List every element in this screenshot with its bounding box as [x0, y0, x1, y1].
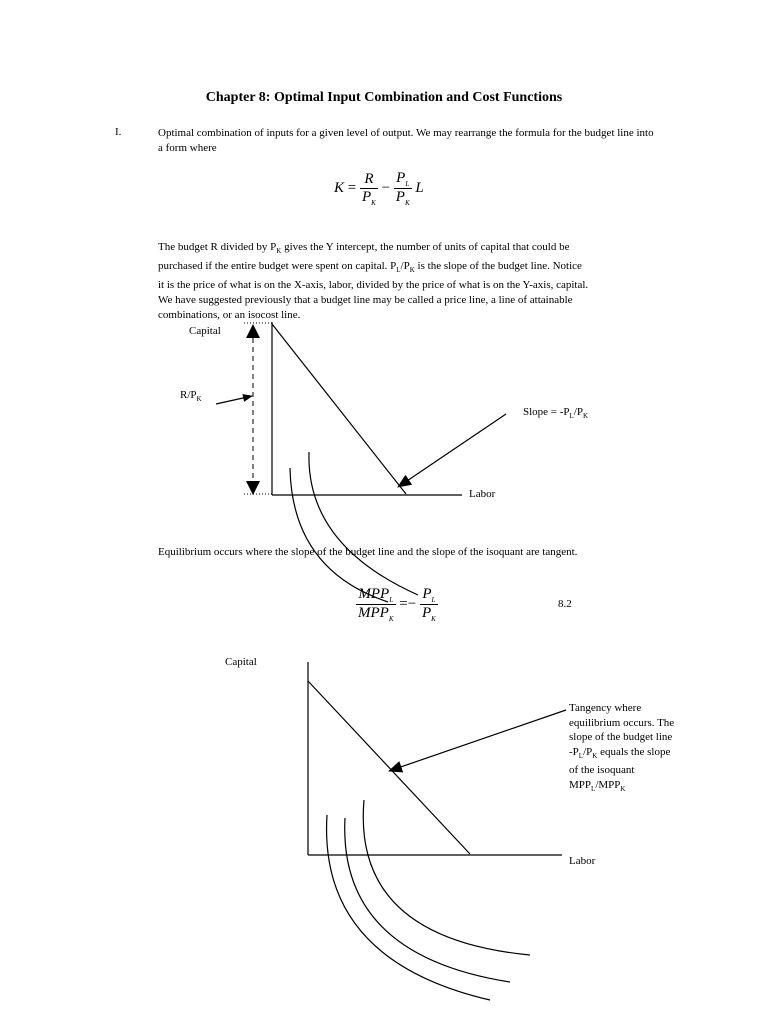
diagram2-isoquant-3 [363, 800, 530, 955]
section-number: I. [115, 126, 122, 138]
fraction-r-over-pk: $\frac{R}{P_K}$ [361, 170, 376, 207]
equilibrium-paragraph: Equilibrium occurs where the slope of the budget line and the slope of the isoquant are tangent. [158, 546, 578, 558]
diagram1-capital-label: Capital [189, 325, 221, 337]
diagram1-labor-label: Labor [469, 488, 496, 500]
diagram1-budget-line [272, 324, 406, 494]
intro-paragraph: Optimal combination of inputs for a given level of output. We may rearrange the formula for the budget line into a form where [158, 127, 654, 154]
slope-pointer-arrow [398, 414, 506, 487]
equation-number: 8.2 [558, 598, 572, 610]
page-title: Chapter 8: Optimal Input Combination and Cost Functions [205, 90, 563, 105]
slope-label: Slope = $-P_L/P_K$ [523, 406, 589, 421]
fraction-pl-over-pk: $\frac{P_L}{P_K}$ [395, 170, 410, 207]
diagram1-isoquant-2 [309, 452, 418, 595]
fraction-mppl-over-mppk: $\frac{MPP_L}{MPP_K}$ [358, 586, 394, 623]
intercept-pointer-arrow [216, 396, 252, 404]
fraction-pl-over-pk-2: $\frac{P_L}{P_K}$ [421, 586, 436, 623]
diagram1-isoquant-1 [290, 468, 388, 602]
diagram2-capital-label: Capital [225, 656, 257, 668]
diagram2-labor-label: Labor [569, 855, 596, 867]
tangency-pointer-arrow [389, 710, 566, 771]
budget-line-equation: K = $\frac{R}{P_K}$ − $\frac{P_L}{P_K}$ L [334, 170, 424, 207]
budget-paragraph: The budget R divided by $P_K$ gives the Y intercept, the number of units of capital that could be purchased if the entire budget were spent on capital. $P_L/P_K$ is the slope of the budget line. Notice it is the price of what is on the X-axis, labor, divided by the price of what is on the Y-axis, capital. We have suggested previously that a budget line may be called a price line, a line of attainable combinations, or an isocost line. [158, 241, 589, 322]
intercept-label: $R/P_K$ [180, 389, 202, 404]
equilibrium-equation: $\frac{MPP_L}{MPP_K}$ =− $\frac{P_L}{P_K}$ [358, 586, 436, 623]
tangency-note: Tangency where equilibrium occurs. The slope of the budget line $-P_L/P_K$ equals the slope of the isoquant $MPP_L/MPP_K$ [569, 702, 675, 793]
diagram2-isoquant-2 [345, 818, 510, 982]
diagram2-budget-line [308, 681, 470, 854]
